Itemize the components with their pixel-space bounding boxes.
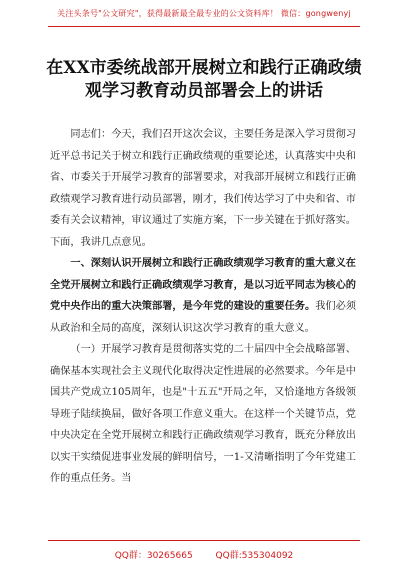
paragraph-section-one-text: 我们必须从政治和全局的高度，深刻认识这次学习教育的重大意义。: [50, 301, 357, 334]
header-banner: 关注头条号"公文研究"，获得最新最全最专业的公文资料库！ 微信：gongwenyj: [57, 9, 351, 18]
footer: [0, 548, 408, 561]
document-body: [50, 124, 356, 490]
paragraph-point-one: （一）开展学习教育是贯彻落实党的二十届四中全会战略部署、确保基本实现社会主义现代化取得决定性进展的必然要求。今年是中国共产党成立105周年，也是"十五五"开局之年，又恰逢地方各级领导班子陆续换届，做好各项工作意义重大。在这样一个关键节点，党中央决定在全党开展树立和践行正确政绩观学习教育，既充分释放出以实干实绩促进事业发展的鲜明信号，一1-又清晰指明了今年党建工作的重点任务。当: [50, 344, 356, 484]
document-title: 在XX市委统战部开展树立和践行正确政绩观学习教育动员部署会上的讲话: [46, 58, 362, 101]
paragraph-section-one: [50, 253, 356, 339]
footer-divider: [48, 540, 360, 541]
header-divider: [48, 26, 360, 27]
footer-qq-group-2: QQ群:535304092: [215, 551, 294, 561]
section-heading: 一、深刻认识开展树立和践行正确政绩观学习教育的重大意义在全党开展树立和践行正确政绩观学习教育，是以习近平同志为核心的党中央作出的重大决策部署，是今年党的建设的重要任务。: [50, 257, 356, 312]
footer-qq-group-1: QQ群：30265665: [114, 551, 193, 561]
paragraph-intro: 同志们：今天，我们召开这次会议，主要任务是深入学习贯彻习近平总书记关于树立和践行正确政绩观的重要论述，认真落实中央和省、市委关于开展学习教育的部署要求，对我部开展树立和践行正确政绩观学习教育进行动员部署，刚才，我们传达学习了中央和省、市委有关会议精神，审议通过了实施方案，下一步关键在于抓好落实。下面，我讲几点意见。: [50, 129, 356, 248]
